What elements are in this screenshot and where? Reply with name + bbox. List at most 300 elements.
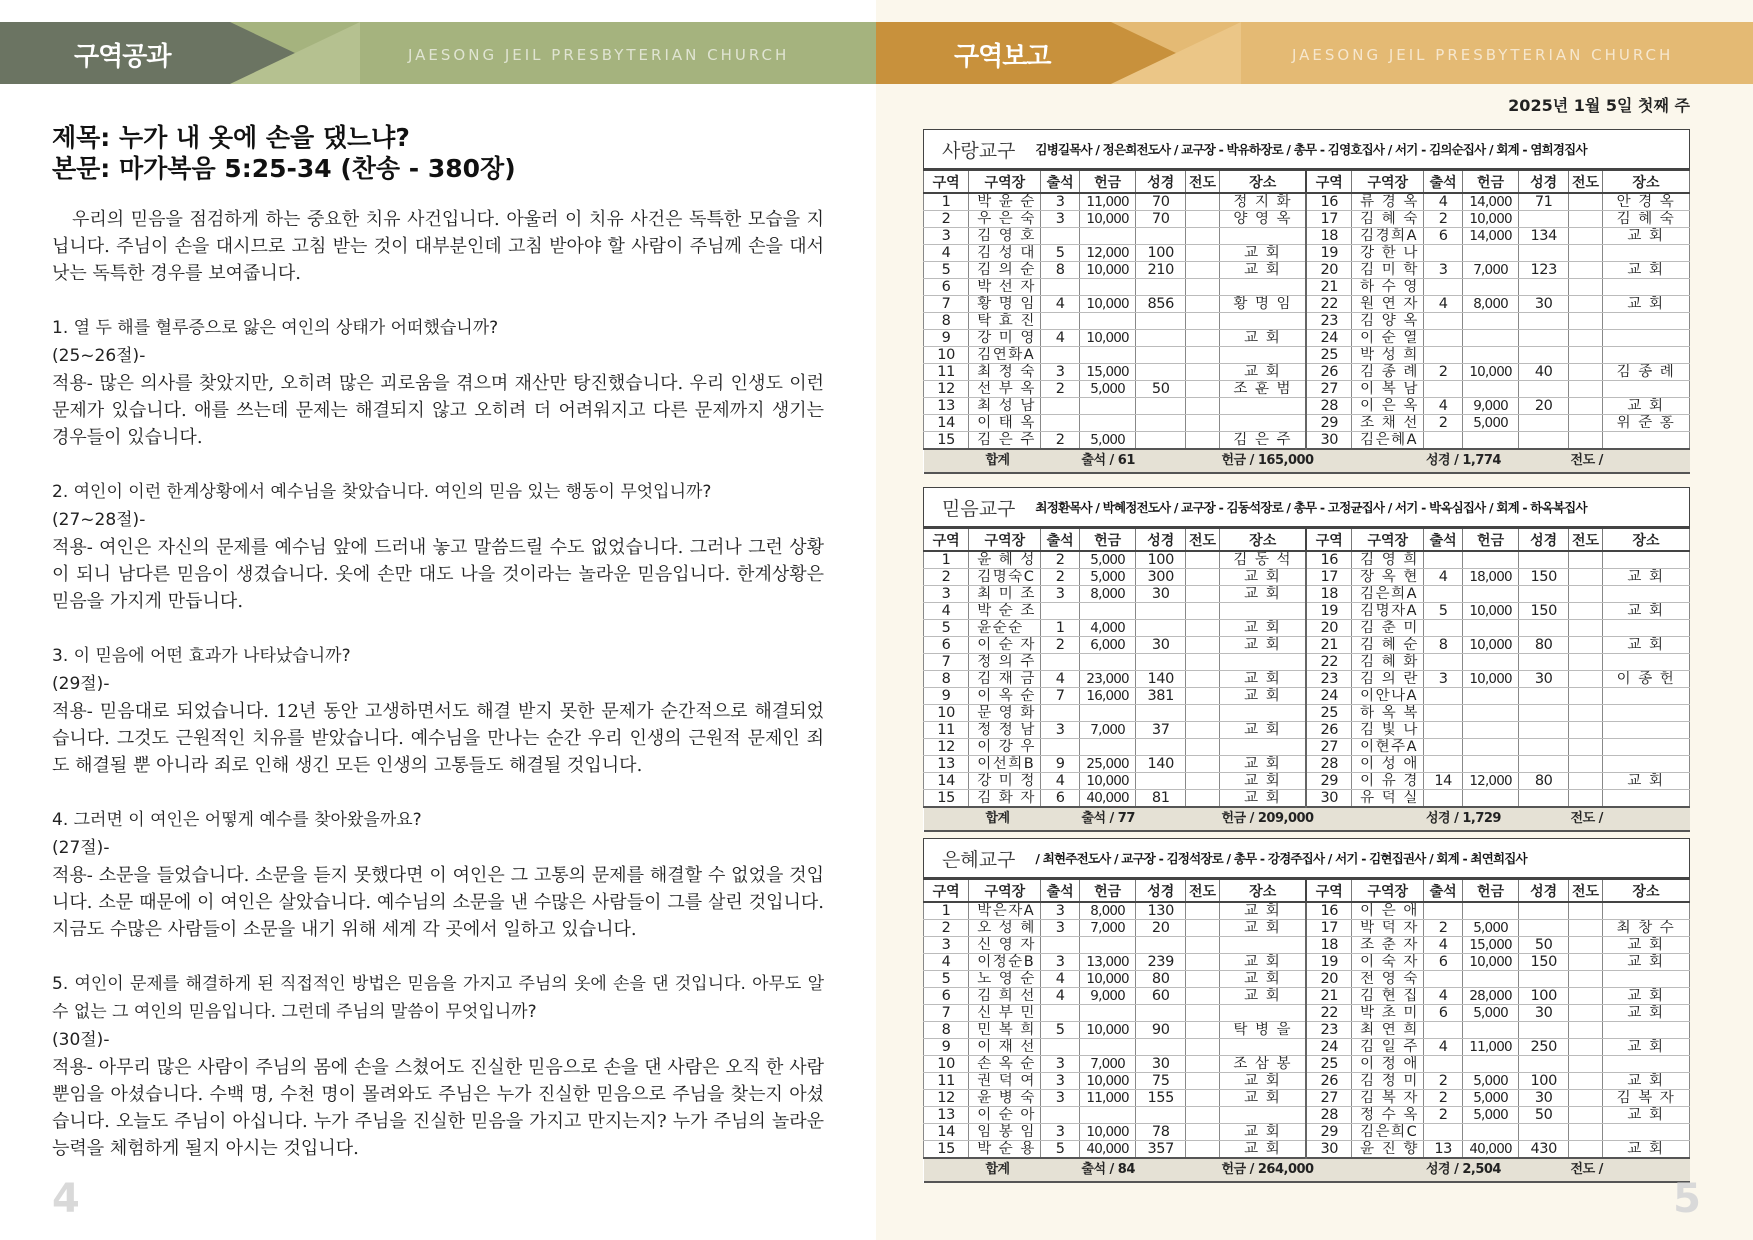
column-header: 구역장	[1352, 170, 1424, 193]
table-cell: 22	[1306, 654, 1351, 671]
table-cell	[1569, 569, 1603, 586]
column-header: 장소	[1219, 879, 1306, 902]
table-cell	[1079, 705, 1135, 722]
column-header: 전도	[1186, 170, 1220, 193]
table-cell	[1186, 347, 1220, 364]
table-row	[924, 937, 1690, 954]
table-cell: 5	[924, 620, 969, 637]
table-cell: 50	[1519, 937, 1569, 954]
table-cell: 250	[1519, 1039, 1569, 1056]
table-row	[924, 773, 1690, 790]
table-cell: 4	[1424, 988, 1462, 1005]
table-row	[924, 654, 1690, 671]
table-cell	[1602, 1124, 1689, 1141]
table-cell: 윤 병 숙	[969, 1090, 1041, 1107]
table-cell: 4	[1041, 296, 1079, 313]
district-staff: / 최현주전도사 / 교구장 - 김정석장로 / 총무 - 강경주집사 / 서기 - 김현집권사 / 회계 - 최연희집사	[1035, 851, 1527, 866]
table-cell: 3	[1041, 1090, 1079, 1107]
table-cell: 교 회	[1602, 1005, 1689, 1022]
lesson-verse-ref: (29절)-	[52, 674, 110, 694]
table-cell	[1462, 1124, 1518, 1141]
table-row	[924, 1124, 1690, 1141]
table-cell: 13	[924, 1107, 969, 1124]
district-block	[923, 487, 1690, 832]
report-banner	[876, 22, 1753, 84]
table-cell	[1424, 902, 1462, 920]
table-cell	[1424, 688, 1462, 705]
table-cell: 김 은 주	[969, 432, 1041, 450]
table-cell	[1569, 756, 1603, 773]
attendance-table	[923, 527, 1690, 832]
table-cell: 75	[1136, 1073, 1186, 1090]
table-cell: 4	[1424, 296, 1462, 313]
table-cell: 교 회	[1602, 1107, 1689, 1124]
table-cell: 6	[1041, 790, 1079, 808]
table-cell	[1424, 1022, 1462, 1039]
table-cell	[1602, 1022, 1689, 1039]
table-cell: 11,000	[1079, 1090, 1135, 1107]
table-cell: 김 영 희	[1352, 551, 1424, 569]
table-cell: 70	[1136, 211, 1186, 228]
lesson-banner-subtitle: JAESONG JEIL PRESBYTERIAN CHURCH	[408, 46, 790, 64]
table-cell	[1136, 432, 1186, 450]
table-cell	[1186, 330, 1220, 347]
table-cell: 최 연 희	[1352, 1022, 1424, 1039]
table-cell: 교 회	[1602, 954, 1689, 971]
table-cell: 20	[1306, 620, 1351, 637]
table-cell: 2	[924, 569, 969, 586]
table-cell: 교 회	[1219, 902, 1306, 920]
table-cell: 3	[1041, 1056, 1079, 1073]
table-cell	[1602, 551, 1689, 569]
column-header: 성경	[1136, 879, 1186, 902]
table-cell: 이 숙 자	[1352, 954, 1424, 971]
table-cell: 26	[1306, 722, 1351, 739]
table-cell	[1519, 551, 1569, 569]
table-cell: 15	[924, 1141, 969, 1159]
table-cell: 23	[1306, 1022, 1351, 1039]
table-cell: 김 성 대	[969, 245, 1041, 262]
table-cell: 교 회	[1602, 988, 1689, 1005]
table-row	[924, 398, 1690, 415]
table-cell: 100	[1136, 245, 1186, 262]
table-cell: 25	[1306, 347, 1351, 364]
table-cell: 150	[1519, 954, 1569, 971]
table-cell: 조 채 선	[1352, 415, 1424, 432]
table-cell	[1186, 1056, 1220, 1073]
table-cell: 교 회	[1219, 586, 1306, 603]
table-cell: 29	[1306, 773, 1351, 790]
total-attendance: 출석 / 84	[1079, 1158, 1219, 1182]
table-cell: 7,000	[1079, 920, 1135, 937]
table-cell: 78	[1136, 1124, 1186, 1141]
right-page	[876, 0, 1753, 1240]
table-row	[924, 671, 1690, 688]
table-cell: 교 회	[1219, 971, 1306, 988]
table-cell: 10,000	[1079, 1124, 1135, 1141]
table-cell: 19	[1306, 245, 1351, 262]
table-cell: 3	[1041, 722, 1079, 739]
lesson-content	[52, 122, 824, 1189]
table-row	[924, 705, 1690, 722]
table-cell	[1424, 971, 1462, 988]
table-cell	[1136, 398, 1186, 415]
table-cell: 교 회	[1219, 1141, 1306, 1159]
table-cell: 노 영 순	[969, 971, 1041, 988]
table-cell: 30	[1306, 432, 1351, 450]
table-row	[924, 262, 1690, 279]
table-cell: 최 미 조	[969, 586, 1041, 603]
table-cell	[1569, 245, 1603, 262]
table-cell: 유 덕 실	[1352, 790, 1424, 808]
table-cell: 80	[1519, 637, 1569, 654]
column-header: 헌금	[1462, 170, 1518, 193]
table-cell	[1186, 398, 1220, 415]
table-cell: 김 복 자	[1352, 1090, 1424, 1107]
table-cell	[1569, 790, 1603, 808]
table-cell: 5,000	[1462, 1107, 1518, 1124]
table-cell: 3	[1041, 954, 1079, 971]
table-cell	[1462, 790, 1518, 808]
table-cell	[1424, 1124, 1462, 1141]
table-cell	[1079, 415, 1135, 432]
table-cell	[1424, 1056, 1462, 1073]
district-staff: 김병길목사 / 정은희전도사 / 교구장 - 박유하장로 / 총무 - 김영호집사 / 서기 - 김의순집사 / 회계 - 염희경집사	[1035, 142, 1587, 157]
table-cell: 9,000	[1079, 988, 1135, 1005]
table-cell	[1219, 347, 1306, 364]
table-cell	[1462, 688, 1518, 705]
column-header: 구역장	[969, 528, 1041, 551]
table-cell: 30	[1306, 1141, 1351, 1159]
table-cell: 18	[1306, 586, 1351, 603]
table-cell	[1569, 313, 1603, 330]
table-cell: 안 경 옥	[1602, 193, 1689, 211]
table-cell	[1462, 432, 1518, 450]
table-cell: 5,000	[1079, 432, 1135, 450]
table-row	[924, 603, 1690, 620]
table-cell	[1186, 1073, 1220, 1090]
table-cell: 20	[1136, 920, 1186, 937]
table-cell: 교 회	[1602, 1141, 1689, 1159]
table-cell: 80	[1136, 971, 1186, 988]
table-cell: 황 명 임	[969, 296, 1041, 313]
table-cell	[1462, 586, 1518, 603]
table-cell	[1424, 586, 1462, 603]
table-cell	[1569, 971, 1603, 988]
table-cell: 25,000	[1079, 756, 1135, 773]
table-cell	[1219, 1005, 1306, 1022]
table-cell: 교 회	[1602, 937, 1689, 954]
table-cell: 17	[1306, 569, 1351, 586]
lesson-verse-ref: (30절)-	[52, 1030, 110, 1050]
table-cell: 11	[924, 364, 969, 381]
table-cell: 13	[924, 756, 969, 773]
table-cell	[1569, 1005, 1603, 1022]
table-cell	[1041, 313, 1079, 330]
table-cell: 교 회	[1219, 1073, 1306, 1090]
table-cell: 14	[924, 1124, 969, 1141]
table-cell	[1219, 279, 1306, 296]
table-cell: 6	[924, 988, 969, 1005]
table-cell	[1424, 790, 1462, 808]
table-cell: 2	[924, 211, 969, 228]
table-cell: 전 영 숙	[1352, 971, 1424, 988]
table-row	[924, 313, 1690, 330]
table-cell: 4	[1041, 971, 1079, 988]
table-cell: 5,000	[1462, 1005, 1518, 1022]
table-row	[924, 569, 1690, 586]
table-cell	[1079, 739, 1135, 756]
table-cell: 27	[1306, 739, 1351, 756]
table-cell	[1136, 739, 1186, 756]
table-cell	[1186, 671, 1220, 688]
table-cell: 김명자A	[1352, 603, 1424, 620]
table-cell: 5	[1041, 1022, 1079, 1039]
table-cell	[1219, 705, 1306, 722]
lesson-section	[52, 970, 824, 1162]
table-cell: 22	[1306, 296, 1351, 313]
table-row	[924, 364, 1690, 381]
table-cell: 1	[924, 551, 969, 569]
table-cell: 신 부 민	[969, 1005, 1041, 1022]
table-cell: 조 삼 봉	[1219, 1056, 1306, 1073]
total-label: 합계	[924, 449, 1080, 473]
table-cell: 10,000	[1079, 296, 1135, 313]
lesson-intro: 우리의 믿음을 점검하게 하는 중요한 치유 사건입니다. 아울러 이 치유 사건은 독특한 모습을 지닙니다. 주님이 손을 대시므로 고침 받는 것이 대부분인데 고침 받아야 할 사람이 주님께 손을 대서 낫는 독특한 경우를 보여줍니다.	[52, 209, 824, 284]
table-cell	[1462, 705, 1518, 722]
table-cell	[1602, 705, 1689, 722]
column-header: 구역장	[969, 879, 1041, 902]
table-cell	[1569, 1056, 1603, 1073]
table-cell: 20	[1306, 971, 1351, 988]
table-cell	[1602, 279, 1689, 296]
table-cell	[1136, 415, 1186, 432]
table-row	[924, 1005, 1690, 1022]
table-cell: 3	[1041, 1124, 1079, 1141]
table-cell	[1519, 705, 1569, 722]
table-row	[924, 211, 1690, 228]
table-cell: 권 덕 여	[969, 1073, 1041, 1090]
table-cell: 12	[924, 1090, 969, 1107]
column-header: 장소	[1602, 170, 1689, 193]
table-cell: 김 일 주	[1352, 1039, 1424, 1056]
table-cell: 김은희C	[1352, 1124, 1424, 1141]
lesson-application: 적용- 여인은 자신의 문제를 예수님 앞에 드러내 놓고 말씀드릴 수도 없었습니다. 그러나 그런 상황이 되니 남다른 믿음이 생겼습니다. 옷에 손만 대도 나을 것이라는 놀라운 믿음입니다. 한계상황은 믿음을 가지게 만듭니다.	[52, 537, 824, 612]
table-cell	[1569, 228, 1603, 245]
table-cell	[1519, 902, 1569, 920]
table-cell: 100	[1519, 988, 1569, 1005]
table-cell	[1424, 705, 1462, 722]
table-cell: 8	[924, 1022, 969, 1039]
table-cell	[1602, 432, 1689, 450]
table-cell: 12,000	[1079, 245, 1135, 262]
column-header: 성경	[1519, 170, 1569, 193]
table-cell	[1219, 228, 1306, 245]
table-cell	[1569, 671, 1603, 688]
table-cell: 신 영 자	[969, 937, 1041, 954]
district-name: 은혜교구	[942, 848, 1016, 871]
table-cell	[1569, 262, 1603, 279]
table-cell: 김경희A	[1352, 228, 1424, 245]
table-cell	[1519, 1056, 1569, 1073]
table-cell	[1462, 1056, 1518, 1073]
table-cell: 3	[1041, 1073, 1079, 1090]
table-cell: 8,000	[1079, 586, 1135, 603]
column-header: 출석	[1041, 170, 1079, 193]
table-cell: 16,000	[1079, 688, 1135, 705]
table-cell	[1462, 902, 1518, 920]
table-cell	[1136, 347, 1186, 364]
table-cell	[1041, 1107, 1079, 1124]
table-cell: 이 옥 순	[969, 688, 1041, 705]
table-cell: 윤 혜 성	[969, 551, 1041, 569]
table-cell: 21	[1306, 637, 1351, 654]
table-cell	[1136, 654, 1186, 671]
total-row	[924, 449, 1690, 473]
table-cell: 교 회	[1219, 620, 1306, 637]
table-row	[924, 971, 1690, 988]
column-header: 성경	[1519, 879, 1569, 902]
table-cell: 이 종 헌	[1602, 671, 1689, 688]
total-evangelism: 전도 /	[1569, 1158, 1690, 1182]
table-cell	[1462, 739, 1518, 756]
table-cell: 교 회	[1602, 569, 1689, 586]
table-cell	[1424, 432, 1462, 450]
table-cell	[1186, 586, 1220, 603]
table-cell	[1519, 920, 1569, 937]
table-cell: 40,000	[1079, 1141, 1135, 1159]
table-cell	[1041, 705, 1079, 722]
table-cell: 민 복 희	[969, 1022, 1041, 1039]
table-cell	[1519, 1022, 1569, 1039]
table-cell	[1519, 654, 1569, 671]
column-header: 장소	[1602, 879, 1689, 902]
total-bible: 성경 / 2,504	[1424, 1158, 1569, 1182]
lesson-question: 2. 여인이 이런 한계상황에서 예수님을 찾았습니다. 여인의 믿음 있는 행동이 무엇입니까?	[52, 482, 712, 502]
table-cell: 71	[1519, 193, 1569, 211]
table-cell: 교 회	[1219, 637, 1306, 654]
table-cell	[1519, 722, 1569, 739]
table-cell	[1569, 739, 1603, 756]
table-cell: 2	[1041, 637, 1079, 654]
table-row	[924, 954, 1690, 971]
table-cell	[1186, 245, 1220, 262]
table-cell: 8	[924, 313, 969, 330]
lesson-question: 4. 그러면 이 여인은 어떻게 예수를 찾아왔을까요?	[52, 810, 422, 830]
table-cell: 김 춘 미	[1352, 620, 1424, 637]
column-header: 출석	[1041, 528, 1079, 551]
table-cell	[1569, 937, 1603, 954]
table-cell	[1186, 902, 1220, 920]
column-header: 전도	[1569, 170, 1603, 193]
table-cell: 30	[1519, 296, 1569, 313]
table-cell: 300	[1136, 569, 1186, 586]
table-cell: 40	[1519, 364, 1569, 381]
table-cell: 239	[1136, 954, 1186, 971]
table-cell	[1186, 705, 1220, 722]
total-row	[924, 1158, 1690, 1182]
table-cell: 이 은 옥	[1352, 398, 1424, 415]
table-cell: 11	[924, 1073, 969, 1090]
table-cell: 2	[1424, 415, 1462, 432]
table-cell	[1424, 313, 1462, 330]
table-cell	[1424, 279, 1462, 296]
table-cell: 100	[1136, 551, 1186, 569]
table-cell	[1186, 756, 1220, 773]
column-header: 전도	[1186, 528, 1220, 551]
table-cell: 우 은 숙	[969, 211, 1041, 228]
table-cell: 2	[1041, 381, 1079, 398]
table-cell: 10	[924, 1056, 969, 1073]
table-cell: 교 회	[1602, 398, 1689, 415]
table-cell: 30	[1519, 1090, 1569, 1107]
table-cell	[1462, 654, 1518, 671]
table-cell: 100	[1519, 1073, 1569, 1090]
table-cell: 18	[1306, 228, 1351, 245]
table-cell	[1186, 739, 1220, 756]
table-cell: 윤 진 향	[1352, 1141, 1424, 1159]
table-cell: 김 화 자	[969, 790, 1041, 808]
table-cell	[1219, 603, 1306, 620]
table-cell	[1424, 620, 1462, 637]
table-cell: 2	[1424, 211, 1462, 228]
table-cell: 5	[1041, 1141, 1079, 1159]
table-row	[924, 790, 1690, 808]
table-cell: 교 회	[1219, 756, 1306, 773]
table-cell: 5,000	[1079, 551, 1135, 569]
table-cell	[1602, 688, 1689, 705]
table-cell: 김 미 학	[1352, 262, 1424, 279]
table-cell: 29	[1306, 1124, 1351, 1141]
table-cell: 교 회	[1602, 228, 1689, 245]
table-cell: 8	[924, 671, 969, 688]
table-cell: 10	[924, 705, 969, 722]
table-cell	[1136, 1107, 1186, 1124]
table-cell	[1079, 347, 1135, 364]
table-cell	[1186, 551, 1220, 569]
column-header: 헌금	[1462, 879, 1518, 902]
table-cell	[1186, 954, 1220, 971]
table-cell: 10,000	[1462, 671, 1518, 688]
table-cell	[1462, 245, 1518, 262]
table-cell: 2	[1041, 569, 1079, 586]
table-cell: 10,000	[1079, 1073, 1135, 1090]
table-cell: 박은자A	[969, 902, 1041, 920]
table-cell: 856	[1136, 296, 1186, 313]
table-cell: 박 초 미	[1352, 1005, 1424, 1022]
table-cell: 40,000	[1462, 1141, 1518, 1159]
column-header: 장소	[1219, 170, 1306, 193]
table-cell: 6	[1424, 1005, 1462, 1022]
table-cell	[1424, 739, 1462, 756]
table-cell	[1186, 937, 1220, 954]
table-cell	[1041, 279, 1079, 296]
column-header: 장소	[1602, 528, 1689, 551]
table-cell: 7,000	[1079, 722, 1135, 739]
table-cell: 이선희B	[969, 756, 1041, 773]
table-cell: 조 훈 범	[1219, 381, 1306, 398]
table-cell: 2	[1424, 364, 1462, 381]
table-cell: 황 명 임	[1219, 296, 1306, 313]
page-number-left: 4	[52, 1176, 80, 1222]
table-cell	[1136, 603, 1186, 620]
column-header: 헌금	[1462, 528, 1518, 551]
table-cell: 교 회	[1219, 262, 1306, 279]
table-cell: 30	[1519, 671, 1569, 688]
table-cell	[1186, 262, 1220, 279]
table-cell: 하 옥 복	[1352, 705, 1424, 722]
district-name: 믿음교구	[942, 497, 1016, 520]
